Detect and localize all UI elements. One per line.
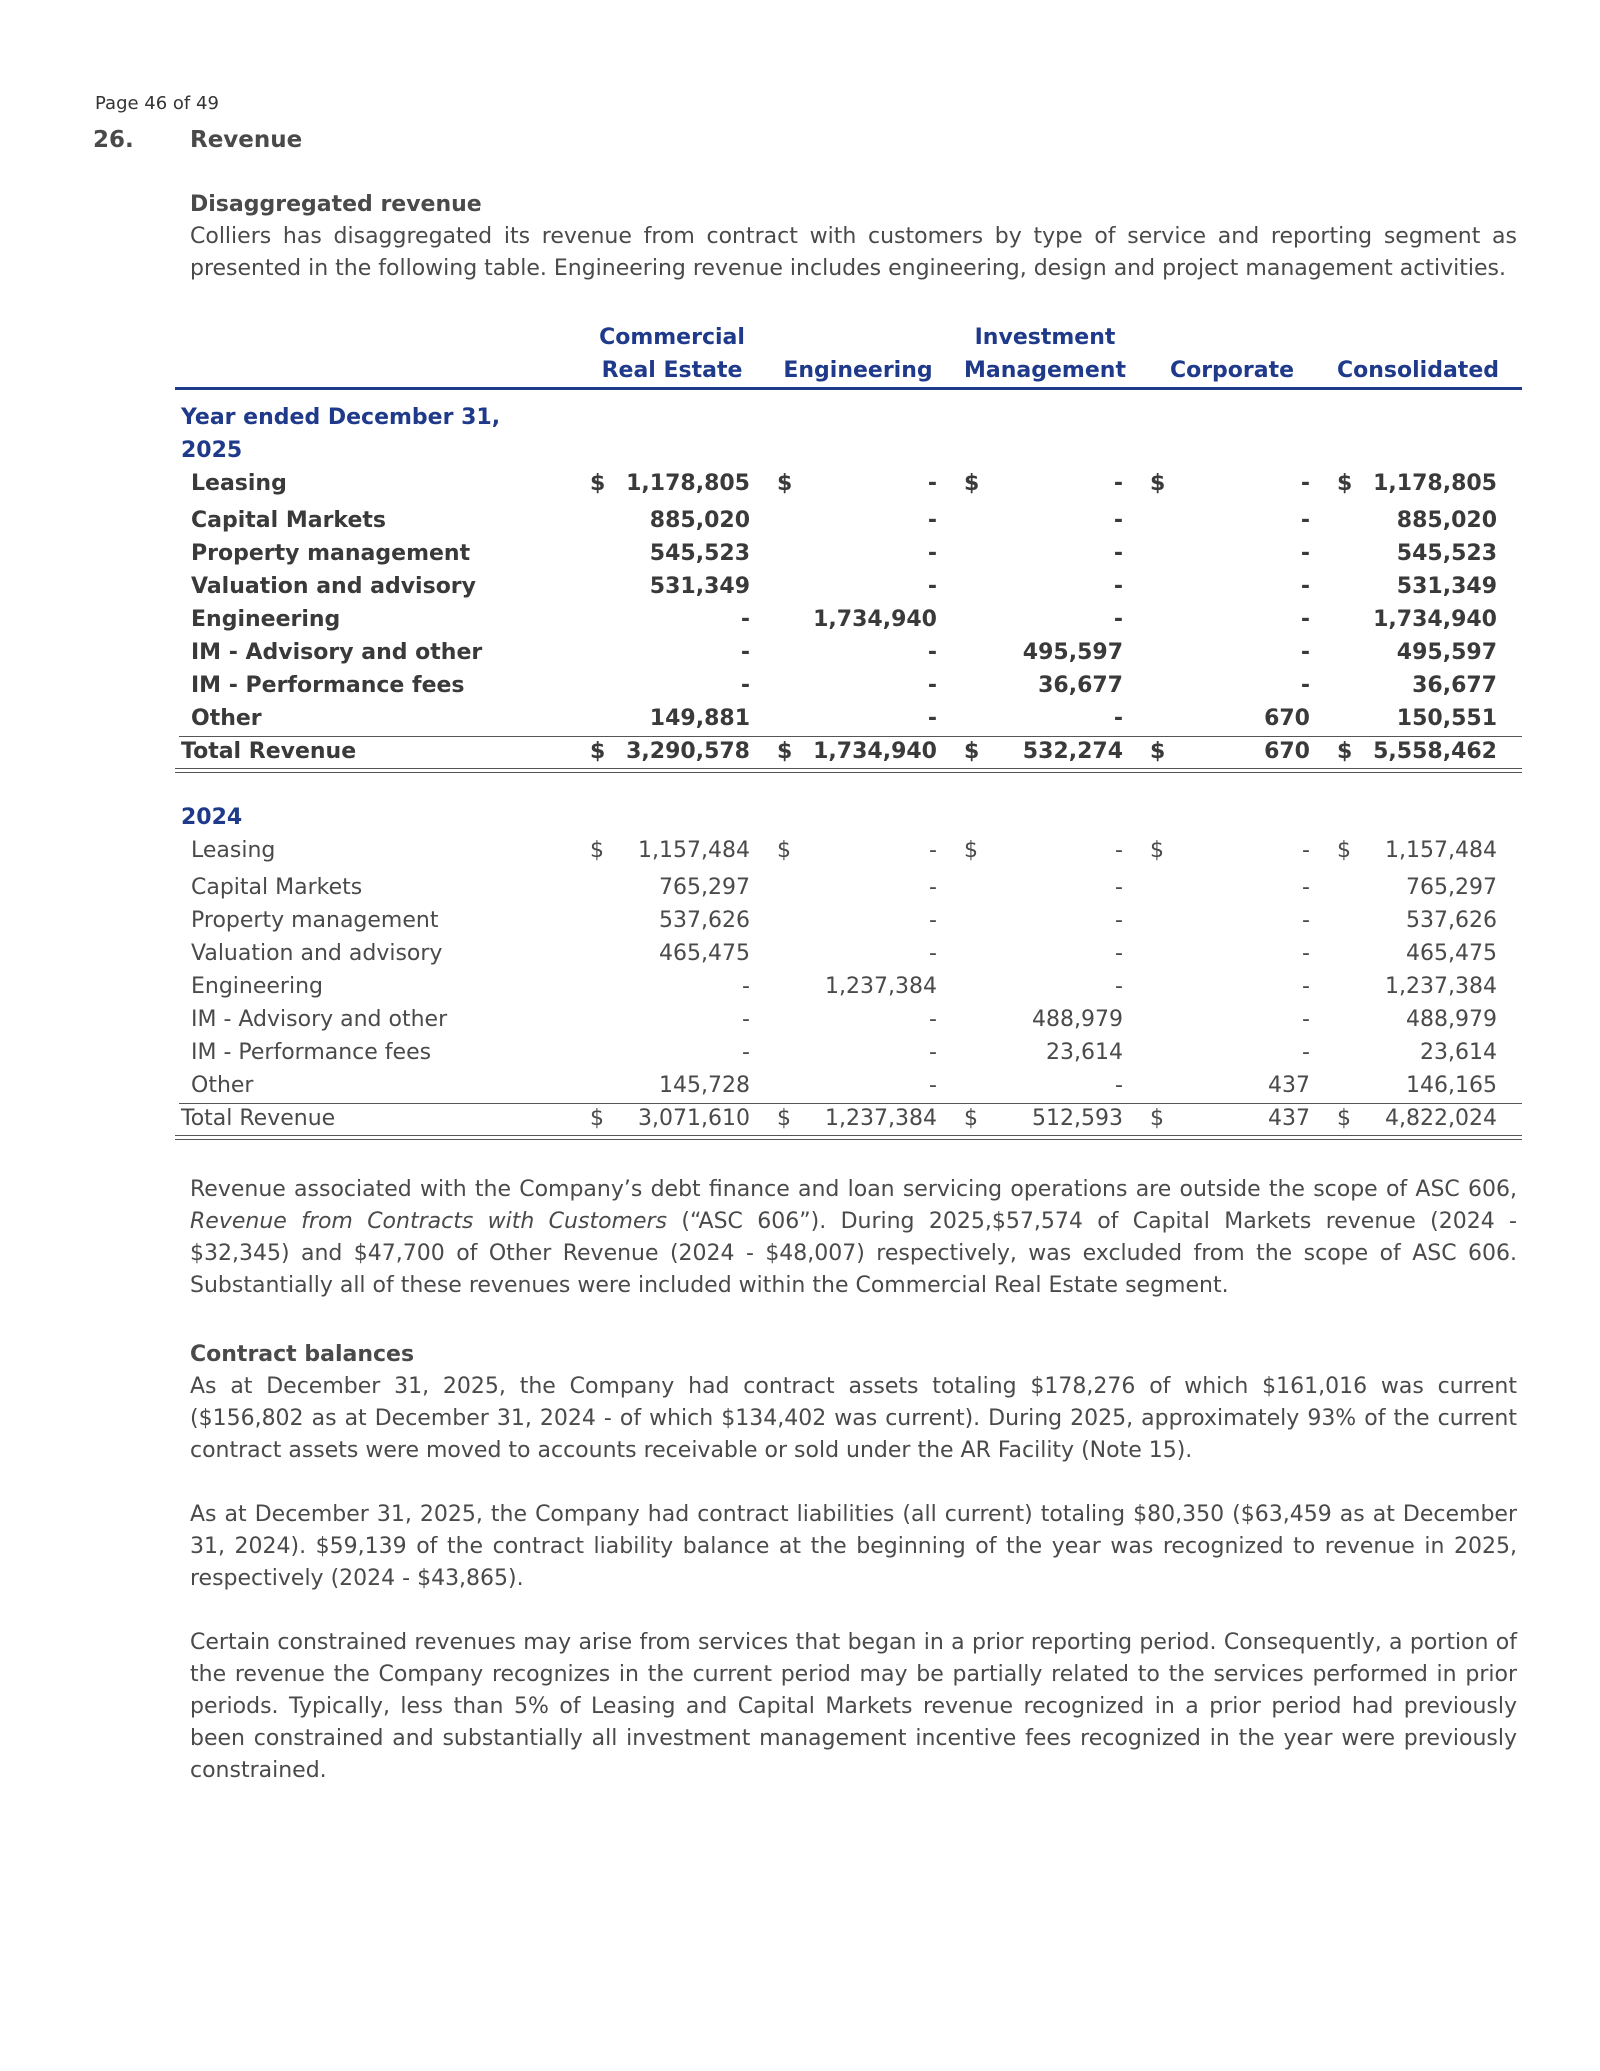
cell-value: 437: [1268, 1073, 1310, 1098]
cell-value: -: [1113, 607, 1123, 632]
cell-value: -: [1113, 541, 1123, 566]
currency-symbol: $: [777, 471, 793, 496]
cell-value: 1,178,805: [626, 471, 750, 496]
cell-value: -: [1115, 1073, 1123, 1098]
revenue-table: [175, 325, 1522, 1155]
total-value: 1,734,940: [813, 739, 937, 764]
row-label: Property management: [191, 541, 471, 566]
cell-value: -: [1302, 908, 1310, 933]
row-label: Engineering: [191, 607, 341, 632]
cell-value: -: [742, 974, 750, 999]
cell-value: 145,728: [659, 1073, 750, 1098]
constrained-revenue-paragraph: Certain constrained revenues may arise from services that began in a prior reporting period. Consequently, a portion of the revenue the Company recognizes in the current period may be partially related to the services performed in prior periods. Typically, less than 5% of Leasing and Capital Markets revenue recognized in a prior period had previously been constrained and substantially all investment management incentive fees recognized in the year were previously constrained.: [190, 1630, 1517, 1783]
currency-symbol: $: [777, 838, 791, 863]
currency-symbol: $: [777, 739, 793, 764]
disaggregated-block: [190, 192, 1517, 285]
cell-value: -: [929, 941, 937, 966]
currency-symbol: $: [1150, 739, 1166, 764]
cell-value: 1,157,484: [1385, 838, 1497, 863]
cell-value: -: [740, 640, 750, 665]
cell-value: 670: [1264, 706, 1310, 731]
column-header-management: Management: [964, 358, 1126, 383]
cell-value: -: [927, 640, 937, 665]
currency-symbol: $: [1337, 739, 1353, 764]
cell-value: 1,178,805: [1373, 471, 1497, 496]
cell-value: 1,157,484: [638, 838, 750, 863]
total-value: 3,071,610: [638, 1106, 750, 1131]
cell-value: -: [1302, 1007, 1310, 1032]
cell-value: -: [1302, 838, 1310, 863]
column-header-engineering: Engineering: [783, 358, 933, 383]
total-double-rule-2: [175, 772, 1522, 773]
cell-value: -: [929, 875, 937, 900]
cell-value: 36,677: [1038, 673, 1123, 698]
disaggregated-heading: Disaggregated revenue: [190, 192, 482, 217]
cell-value: -: [1115, 941, 1123, 966]
row-label: Valuation and advisory: [191, 574, 477, 599]
cell-value: -: [929, 908, 937, 933]
cell-value: 765,297: [659, 875, 750, 900]
section-number: 26.: [93, 127, 134, 153]
total-value: 670: [1264, 739, 1310, 764]
total-value: 3,290,578: [626, 739, 750, 764]
cell-value: -: [1115, 838, 1123, 863]
cell-value: -: [927, 574, 937, 599]
row-label: Property management: [191, 908, 439, 933]
section-heading: Year ended December 31,: [181, 405, 501, 430]
cell-value: -: [927, 541, 937, 566]
currency-symbol: $: [964, 838, 978, 863]
column-header-consolidated: Consolidated: [1337, 358, 1499, 383]
row-label: Capital Markets: [191, 875, 363, 900]
asc-note: [190, 1174, 1517, 1302]
contract-liabilities-paragraph: As at December 31, 2025, the Company had contract liabilities (all current) totaling $80,350 ($63,459 as at December 31, 2024). $59,139 of the contract liability balance at the beginning of the year was recognized to revenue in 2025, respectively (2024 - $43,865).: [190, 1502, 1517, 1591]
total-double-rule-1: [175, 1135, 1522, 1136]
cell-value: -: [742, 1007, 750, 1032]
contract-balances-block: [190, 1342, 1517, 1787]
cell-value: -: [927, 673, 937, 698]
contract-assets-paragraph: As at December 31, 2025, the Company had contract assets totaling $178,276 of which $161,016 was current ($156,802 as at December 31, 2024 - of which $134,402 was current). During 2025, approximately 93% of the current contract assets were moved to accounts receivable or sold under the AR Facility (Note 15).: [190, 1374, 1517, 1463]
cell-value: -: [1302, 875, 1310, 900]
cell-value: 885,020: [1396, 508, 1497, 533]
currency-symbol: $: [964, 1106, 978, 1131]
row-label: Leasing: [191, 838, 276, 863]
cell-value: -: [929, 1040, 937, 1065]
currency-symbol: $: [1337, 471, 1353, 496]
total-double-rule-1: [175, 768, 1522, 769]
row-label: Other: [191, 706, 262, 731]
currency-symbol: $: [590, 471, 606, 496]
cell-value: 545,523: [649, 541, 750, 566]
cell-value: 531,349: [649, 574, 750, 599]
total-value: 4,822,024: [1385, 1106, 1497, 1131]
cell-value: -: [1302, 1040, 1310, 1065]
cell-value: -: [1115, 908, 1123, 933]
total-double-rule-2: [175, 1139, 1522, 1140]
column-header-line1: Investment: [974, 325, 1116, 350]
cell-value: -: [1302, 941, 1310, 966]
section-heading-year: 2025: [181, 438, 243, 463]
currency-symbol: $: [590, 838, 604, 863]
cell-value: 465,475: [659, 941, 750, 966]
cell-value: -: [1113, 508, 1123, 533]
cell-value: -: [1300, 607, 1310, 632]
cell-value: -: [740, 607, 750, 632]
total-value: 512,593: [1032, 1106, 1123, 1131]
cell-value: 150,551: [1396, 706, 1497, 731]
row-label: Leasing: [191, 471, 287, 496]
asc-paragraph: [190, 1174, 1517, 1302]
disaggregated-text: Colliers has disaggregated its revenue from contract with customers by type of service and reporting segment as presented in the following table. Engineering revenue includes engineering, design and project management activities.: [190, 224, 1517, 281]
cell-value: -: [1115, 875, 1123, 900]
cell-value: -: [1300, 640, 1310, 665]
cell-value: 765,297: [1406, 875, 1497, 900]
page-number: Page 46 of 49: [95, 93, 219, 114]
currency-symbol: $: [1337, 1106, 1351, 1131]
row-label: Capital Markets: [191, 508, 387, 533]
cell-value: -: [929, 838, 937, 863]
asc-text-italic: Revenue from Contracts with Customers: [190, 1209, 668, 1234]
currency-symbol: $: [1337, 838, 1351, 863]
cell-value: 36,677: [1412, 673, 1497, 698]
asc-text-2: (“ASC 606”). During 2025,$57,574 of Capital Markets revenue (2024 - $32,345) and $47,700 of Other Revenue (2024 - $48,007) respectively, was excluded from the scope of ASC 606. Substantially all of these revenues were included within the Commercial Real Estate segment.: [190, 1209, 1517, 1298]
cell-value: -: [1300, 471, 1310, 496]
currency-symbol: $: [590, 739, 606, 764]
row-label: Other: [191, 1073, 254, 1098]
contract-balances-heading: Contract balances: [190, 1342, 415, 1367]
currency-symbol: $: [1150, 1106, 1164, 1131]
total-value: 532,274: [1022, 739, 1123, 764]
cell-value: -: [1115, 974, 1123, 999]
cell-value: -: [1113, 574, 1123, 599]
cell-value: -: [1113, 471, 1123, 496]
cell-value: 465,475: [1406, 941, 1497, 966]
cell-value: 488,979: [1032, 1007, 1123, 1032]
cell-value: 531,349: [1396, 574, 1497, 599]
cell-value: -: [740, 673, 750, 698]
cell-value: 149,881: [649, 706, 750, 731]
cell-value: 545,523: [1396, 541, 1497, 566]
row-label: IM - Advisory and other: [191, 640, 483, 665]
cell-value: 885,020: [649, 508, 750, 533]
cell-value: 537,626: [659, 908, 750, 933]
cell-value: 1,734,940: [813, 607, 937, 632]
currency-symbol: $: [590, 1106, 604, 1131]
row-label: Valuation and advisory: [191, 941, 443, 966]
cell-value: -: [1300, 541, 1310, 566]
cell-value: 1,237,384: [1385, 974, 1497, 999]
column-header-real-estate: Real Estate: [601, 358, 743, 383]
currency-symbol: $: [1150, 471, 1166, 496]
cell-value: -: [929, 1073, 937, 1098]
row-label: Engineering: [191, 974, 323, 999]
cell-value: 488,979: [1406, 1007, 1497, 1032]
cell-value: 1,734,940: [1373, 607, 1497, 632]
section-heading: 2024: [181, 805, 243, 830]
asc-text-1: Revenue associated with the Company’s debt finance and loan servicing operations are outside the scope of ASC 606,: [190, 1177, 1517, 1202]
total-top-rule: [179, 736, 1522, 737]
total-top-rule: [179, 1103, 1522, 1104]
row-label: IM - Advisory and other: [191, 1007, 448, 1032]
section-title: Revenue: [190, 127, 303, 153]
column-header-corporate: Corporate: [1169, 358, 1295, 383]
total-value: 1,237,384: [825, 1106, 937, 1131]
column-header-line1: Commercial: [599, 325, 745, 350]
cell-value: -: [1300, 508, 1310, 533]
cell-value: -: [1113, 706, 1123, 731]
cell-value: 1,237,384: [825, 974, 937, 999]
cell-value: -: [929, 1007, 937, 1032]
cell-value: -: [927, 508, 937, 533]
cell-value: -: [927, 471, 937, 496]
total-label: Total Revenue: [181, 739, 357, 764]
cell-value: 537,626: [1406, 908, 1497, 933]
currency-symbol: $: [777, 1106, 791, 1131]
currency-symbol: $: [964, 471, 980, 496]
currency-symbol: $: [964, 739, 980, 764]
cell-value: -: [927, 706, 937, 731]
total-value: 437: [1268, 1106, 1310, 1131]
cell-value: 23,614: [1046, 1040, 1123, 1065]
cell-value: 495,597: [1022, 640, 1123, 665]
row-label: IM - Performance fees: [191, 1040, 432, 1065]
currency-symbol: $: [1150, 838, 1164, 863]
cell-value: 146,165: [1406, 1073, 1497, 1098]
total-label: Total Revenue: [181, 1106, 336, 1131]
cell-value: 495,597: [1396, 640, 1497, 665]
cell-value: -: [742, 1040, 750, 1065]
cell-value: -: [1302, 974, 1310, 999]
total-value: 5,558,462: [1373, 739, 1497, 764]
cell-value: -: [1300, 673, 1310, 698]
row-label: IM - Performance fees: [191, 673, 465, 698]
cell-value: 23,614: [1420, 1040, 1497, 1065]
cell-value: -: [1300, 574, 1310, 599]
header-rule: [175, 387, 1522, 390]
